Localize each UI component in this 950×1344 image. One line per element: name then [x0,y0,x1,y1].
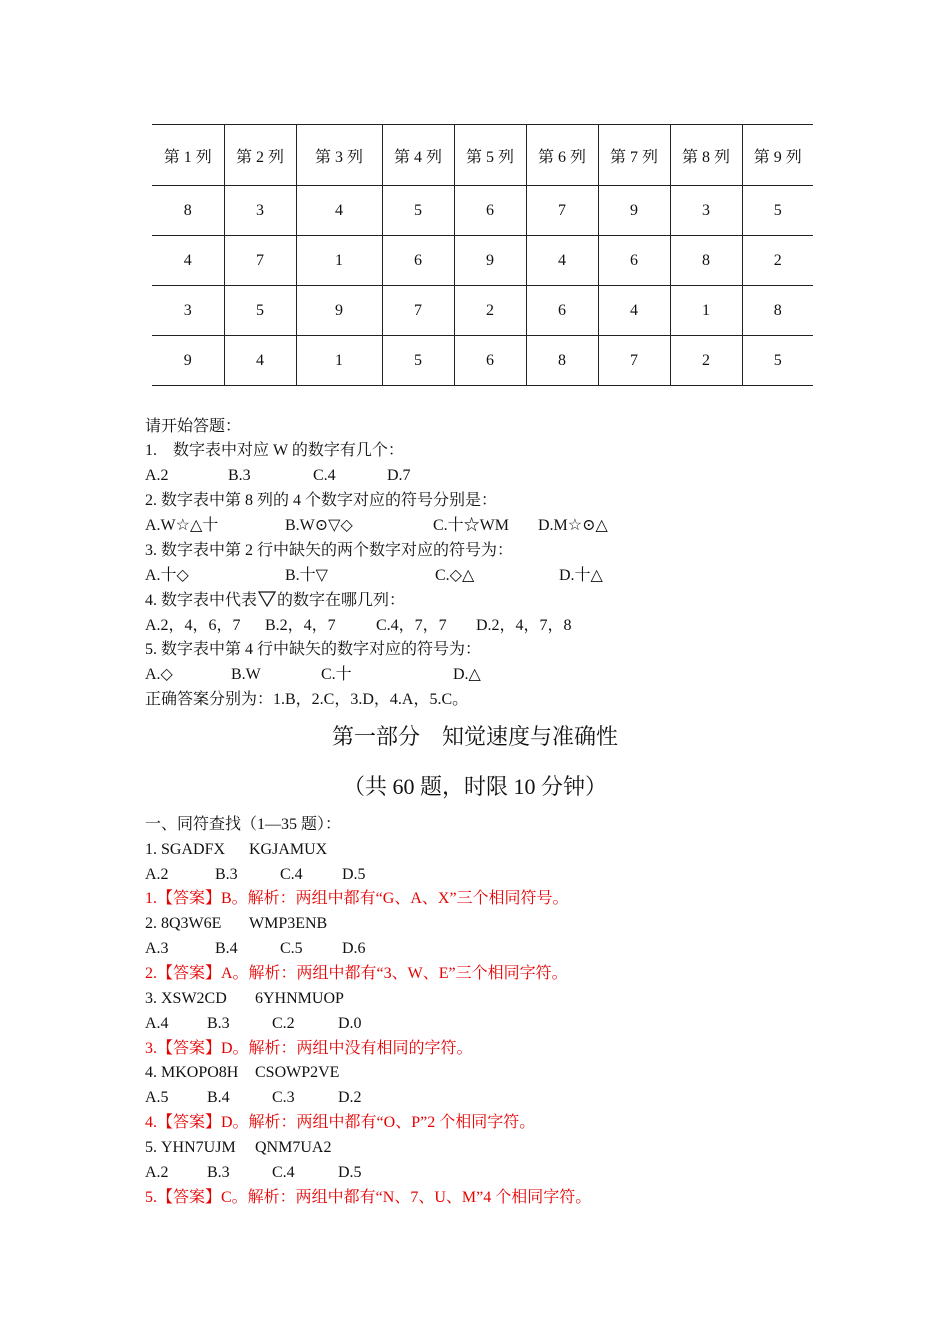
table-cell: 8 [526,336,598,386]
table-row [152,186,813,236]
option: C.5 [280,940,303,957]
option: A.2 [145,866,169,883]
question-2 [145,911,328,936]
string-b: WMP3ENB [249,915,328,932]
string-a: SGADFX [161,841,226,858]
question-3 [145,986,344,1011]
part-title: 第一部分 知觉速度与准确性 [331,724,618,749]
question-number: 5. [145,1139,157,1156]
table-cell: 8 [152,186,224,236]
table-cell: 5 [742,336,813,386]
option: A.3 [145,940,169,957]
option: B.3 [228,467,251,484]
table-cell: 6 [598,236,670,286]
option: A.5 [145,1089,169,1106]
answer-explanation: 4.【答案】D。解析：两组中都有“O、P”2 个相同字符。 [145,1114,536,1131]
option: D.M☆⊙△ [538,517,608,534]
string-b: KGJAMUX [249,841,328,858]
table-cell: 2 [742,236,813,286]
section-title: 一、同符查找（1—35 题）： [145,816,342,833]
option: D.十△ [559,567,603,584]
table-cell: 3 [224,186,296,236]
option: C.4，7，7 [376,617,447,634]
option: B.W⊙▽◇ [285,517,353,534]
table-cell: 2 [454,286,526,336]
question-text: 4. 数字表中代表 [145,592,258,609]
option: B.十▽ [285,567,328,584]
option: A.4 [145,1015,169,1032]
table-cell: 4 [152,236,224,286]
answer-explanation: 3.【答案】D。解析：两组中没有相同的字符。 [145,1040,473,1057]
option: B.3 [207,1164,230,1181]
option: B.4 [215,940,238,957]
table-cell: 3 [152,286,224,336]
intro-text: 请开始答题： [145,418,242,435]
string-a: MKOPO8H [161,1064,239,1081]
table-cell: 9 [454,236,526,286]
option: C.4 [272,1164,295,1181]
table-cell: 4 [296,186,382,236]
table-row [152,286,813,336]
column-header: 第 7 列 [598,125,670,186]
table-cell: 1 [670,286,742,336]
question-number: 2. [145,915,157,932]
question-1-options [145,862,366,887]
column-header: 第 2 列 [224,125,296,186]
string-b: QNM7UA2 [255,1139,332,1156]
question-text: 的数字在哪几列： [277,592,406,609]
option: B.4 [207,1089,230,1106]
option: A.◇ [145,666,173,683]
column-header: 第 5 列 [454,125,526,186]
table-cell: 1 [296,236,382,286]
table-cell: 8 [670,236,742,286]
question-number: 1. [145,841,157,858]
option: C.十 [321,666,352,683]
option: D.2 [338,1089,362,1106]
column-header: 第 1 列 [152,125,224,186]
practice-options-5 [145,662,481,687]
table-cell: 6 [454,336,526,386]
table-cell: 8 [742,286,813,336]
table-cell: 5 [382,186,454,236]
question-3-options [145,1011,362,1036]
practice-question-3: 3. 数字表中第 2 行中缺矢的两个数字对应的符号为： [145,542,514,559]
option: D.5 [342,866,366,883]
table-cell: 2 [670,336,742,386]
question-1 [145,837,328,862]
option: C.十☆WM [433,517,510,534]
table-cell: 9 [598,186,670,236]
option: A.2，4，6，7 [145,617,241,634]
table-cell: 7 [224,236,296,286]
option: C.2 [272,1015,295,1032]
question-5 [145,1135,332,1160]
table-cell: 1 [296,336,382,386]
option: A.W☆△十 [145,517,219,534]
column-header: 第 8 列 [670,125,742,186]
down-triangle-icon [258,590,276,607]
table-cell: 7 [382,286,454,336]
table-cell: 5 [224,286,296,336]
table-cell: 7 [526,186,598,236]
option: C.3 [272,1089,295,1106]
practice-options-4 [145,613,572,638]
table-cell: 9 [152,336,224,386]
option: C.4 [280,866,303,883]
table-cell: 5 [742,186,813,236]
practice-question-1: 1. 数字表中对应 W 的数字有几个： [145,442,404,459]
table-cell: 5 [382,336,454,386]
answer-explanation: 5.【答案】C。解析：两组中都有“N、7、U、M”4 个相同字符。 [145,1189,592,1206]
table-cell: 3 [670,186,742,236]
option: D.0 [338,1015,362,1032]
option: A.十◇ [145,567,189,584]
column-header: 第 6 列 [526,125,598,186]
string-a: XSW2CD [161,990,227,1007]
practice-options-3 [145,563,603,588]
table-cell: 4 [526,236,598,286]
table-cell: 9 [296,286,382,336]
option: D.6 [342,940,366,957]
answer-explanation: 1.【答案】B。解析：两组中都有“G、A、X”三个相同符号。 [145,890,569,907]
question-4-options [145,1085,362,1110]
table-row [152,236,813,286]
part-subtitle: （共 60 题，时限 10 分钟） [342,774,607,799]
column-header: 第 3 列 [296,125,382,186]
option: B.3 [207,1015,230,1032]
column-header: 第 4 列 [382,125,454,186]
question-4 [145,1060,340,1085]
option: D.2，4，7，8 [476,617,572,634]
question-2-options [145,936,366,961]
practice-answer-key: 正确答案分别为：1.B，2.C，3.D，4.A，5.C。 [145,691,469,708]
table-cell: 6 [382,236,454,286]
practice-options-2 [145,513,608,538]
column-header: 第 9 列 [742,125,813,186]
option: B.2，4，7 [265,617,336,634]
question-number: 4. [145,1064,157,1081]
practice-options-1 [145,463,411,488]
number-table [152,124,813,386]
practice-question-5: 5. 数字表中第 4 行中缺矢的数字对应的符号为： [145,641,482,658]
string-a: 8Q3W6E [161,915,222,932]
table-cell: 4 [224,336,296,386]
question-number: 3. [145,990,157,1007]
table-cell: 7 [598,336,670,386]
option: D.△ [453,666,481,683]
table-row [152,336,813,386]
question-5-options [145,1160,362,1185]
string-a: YHN7UJM [161,1139,236,1156]
string-b: 6YHNMUOP [255,990,344,1007]
practice-question-4 [145,588,405,613]
option: B.W [231,666,261,683]
table-cell: 4 [598,286,670,336]
string-b: CSOWP2VE [255,1064,340,1081]
option: D.5 [338,1164,362,1181]
table-cell: 6 [454,186,526,236]
option: D.7 [387,467,411,484]
answer-explanation: 2.【答案】A。解析：两组中都有“3、W、E”三个相同字符。 [145,965,568,982]
option: A.2 [145,1164,169,1181]
table-cell: 6 [526,286,598,336]
option: C.4 [313,467,336,484]
option: C.◇△ [435,567,475,584]
option: A.2 [145,467,169,484]
option: B.3 [215,866,238,883]
table-header-row [152,125,813,186]
practice-question-2: 2. 数字表中第 8 列的 4 个数字对应的符号分别是： [145,492,498,509]
